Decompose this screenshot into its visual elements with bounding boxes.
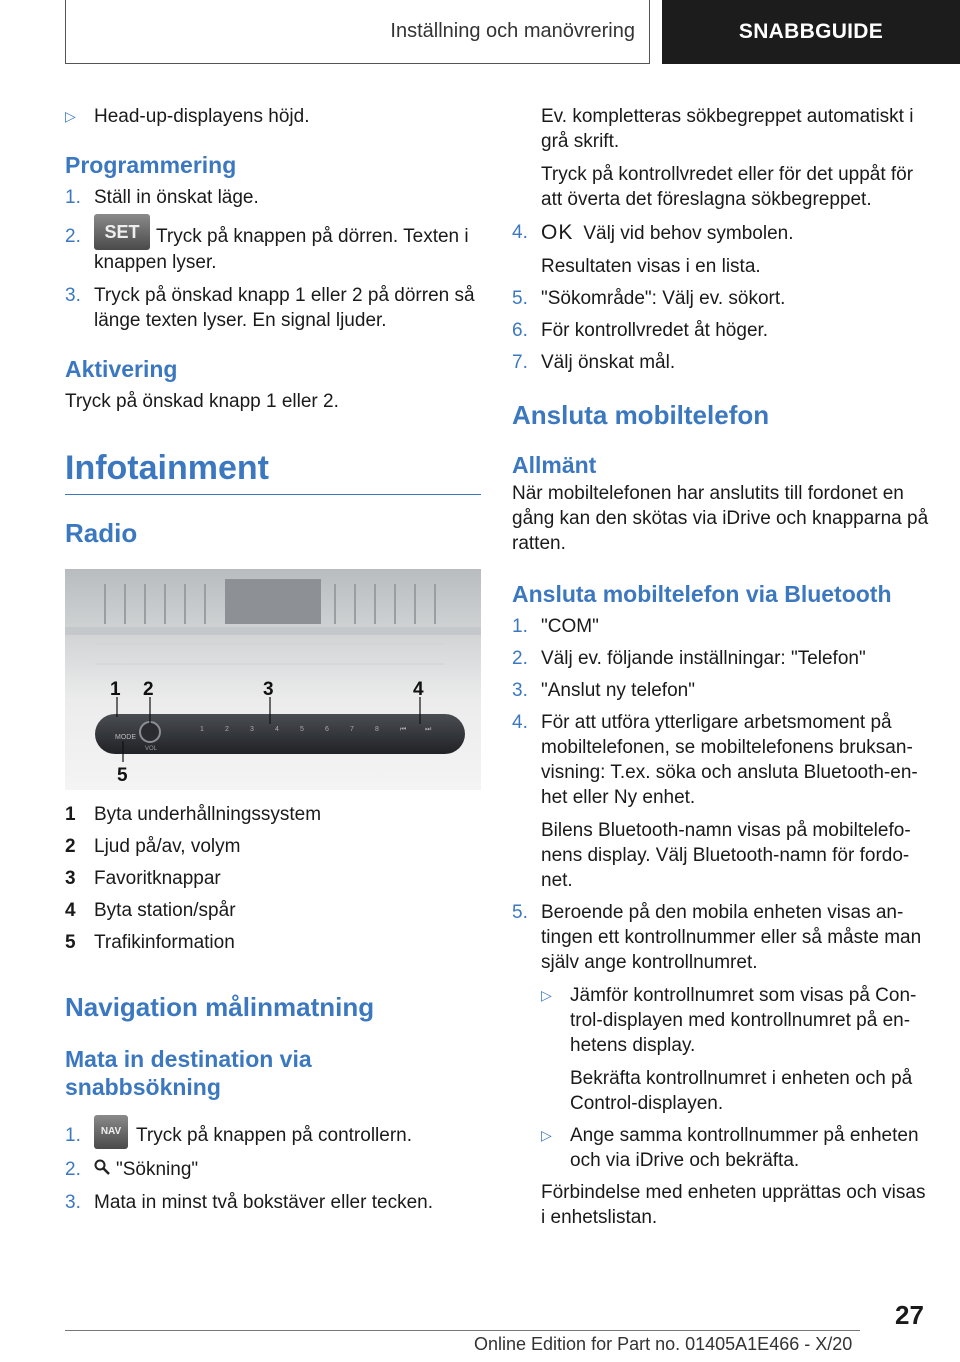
radio-legend [65, 802, 481, 955]
edition-footer: Online Edition for Part no. 01405A1E466 - X/20 [474, 1334, 853, 1354]
svg-text:8: 8 [375, 726, 379, 733]
triangle-bullet-icon: ▷ [65, 108, 76, 124]
paragraph: Bilens Bluetooth-namn visas på mobiltelefonens display. Välj Bluetooth-namn för fordonet. [541, 820, 911, 891]
svg-text:VOL: VOL [145, 746, 158, 752]
bt-step: 5. Beroende på den mobila enheten visas antingen ett kontrollnummer eller så måste man själv ange kontrollnumret. [512, 902, 922, 973]
svg-text:2: 2 [225, 726, 229, 733]
triangle-bullet-icon: ▷ [541, 1127, 552, 1143]
paragraph: Förbindelse med enheten upprättas och visas i enhetslistan. [541, 1182, 926, 1228]
paragraph: Tryck på kontrollvredet eller för det uppåt för att överta det föreslagna sökbegreppet. [541, 164, 914, 210]
bluetooth-heading: Ansluta mobiltelefon via Bluetooth [512, 581, 892, 607]
legend-item: 4 Byta station/spår [65, 900, 236, 921]
nav-step: 6. För kontrollvredet åt höger. [512, 320, 769, 341]
svg-text:7: 7 [350, 726, 354, 733]
legend-item: 5 Trafikinformation [65, 932, 235, 953]
svg-text:4: 4 [275, 726, 279, 733]
callout-2: 2 [143, 679, 154, 700]
section-title: Inställning och manövrering [65, 0, 650, 64]
magnifier-icon [94, 1157, 116, 1182]
page-header [0, 0, 960, 66]
nav-step: 4. OK Välj vid behov symbolen. [512, 221, 794, 244]
activation-heading: Aktivering [65, 356, 178, 382]
prog-step: 1. Ställ in önskat läge. [65, 187, 259, 208]
radio-panel-image [65, 569, 481, 790]
nav-step: 7. Välj önskat mål. [512, 352, 676, 373]
bt-step: 3. "Anslut ny telefon" [512, 680, 695, 701]
svg-text:1: 1 [200, 726, 204, 733]
infotainment-heading: Infotainment [65, 448, 481, 495]
legend-item: 3 Favoritknappar [65, 868, 221, 889]
hud-list-item: ▷ Head-up-displayens höjd. [65, 106, 310, 127]
general-text: När mobiltelefonen har anslutits till fordonet en gång kan den skötas via iDrive och knapparna på ratten. [512, 483, 929, 554]
radio-heading: Radio [65, 518, 138, 548]
general-heading: Allmänt [512, 452, 597, 478]
nav-step: 2. "Sökning" [65, 1159, 199, 1180]
callout-1: 1 [110, 679, 121, 700]
svg-text:6: 6 [325, 726, 329, 733]
right-column [512, 104, 932, 1230]
callout-5: 5 [117, 765, 128, 786]
paragraph: Resultaten visas i en lista. [541, 256, 761, 277]
svg-text:⏭: ⏭ [425, 726, 432, 733]
bt-step: 4. För att utföra ytterligare arbetsmoment på mobiltelefonen, se mobiltelefonens bruksanvisning: T.ex. söka och ansluta Bluetooth-enhet eller Ny enhet. [512, 712, 918, 808]
legend-item: 1 Byta underhållningssystem [65, 804, 322, 825]
callout-4: 4 [413, 679, 424, 700]
ok-symbol-icon: OK [541, 221, 574, 244]
footer-divider [65, 1330, 860, 1331]
set-button-icon: SET [94, 214, 150, 250]
sub-list-item: ▷ Jämför kontrollnumret som visas på Control-displayen med kontrollnumret på enhetens display. [541, 985, 917, 1056]
page-number: 27 [895, 1300, 924, 1330]
triangle-bullet-icon: ▷ [541, 987, 552, 1003]
nav-step: 1. NAV Tryck på knappen på controllern. [65, 1123, 481, 1149]
prog-step: 3. Tryck på önskad knapp 1 eller 2 på dörren så länge texten lyser. En signal ljuder. [65, 285, 475, 331]
activation-text: Tryck på önskad knapp 1 eller 2. [65, 391, 339, 412]
svg-text:3: 3 [250, 726, 254, 733]
paragraph: Ev. kompletteras sökbegreppet automatiskt i grå skrift. [541, 106, 914, 152]
bt-step: 1. "COM" [512, 616, 599, 637]
legend-item: 2 Ljud på/av, volym [65, 836, 241, 857]
programming-heading: Programmering [65, 152, 237, 178]
navigation-heading: Navigation målinmatning [65, 992, 375, 1022]
nav-step: 5. "Sökområde": Välj ev. sökort. [512, 288, 786, 309]
sub-list-item: ▷ Ange samma kontrollnummer på enheten och via iDrive och bekräfta. [541, 1125, 919, 1171]
nav-button-icon: NAV [94, 1115, 128, 1149]
prog-step: 2. SET Tryck på knappen på dörren. Texten i knappen lyser. [65, 224, 481, 275]
svg-text:5: 5 [300, 726, 304, 733]
nav-step: 3. Mata in minst två bokstäver eller tecken. [65, 1192, 433, 1213]
phone-heading: Ansluta mobiltelefon [512, 400, 770, 430]
bt-step: 2. Välj ev. följande inställningar: "Telefon" [512, 648, 866, 669]
paragraph: Bekräfta kontrollnumret i enheten och på Control-displayen. [570, 1068, 913, 1114]
callout-3: 3 [263, 679, 274, 700]
guide-tag: SNABBGUIDE [662, 0, 960, 64]
left-column [65, 98, 481, 1215]
svg-text:⏮: ⏮ [400, 726, 407, 733]
svg-text:MODE: MODE [115, 734, 136, 741]
quick-search-heading: Mata in destination via snabbsökning [65, 1046, 312, 1100]
